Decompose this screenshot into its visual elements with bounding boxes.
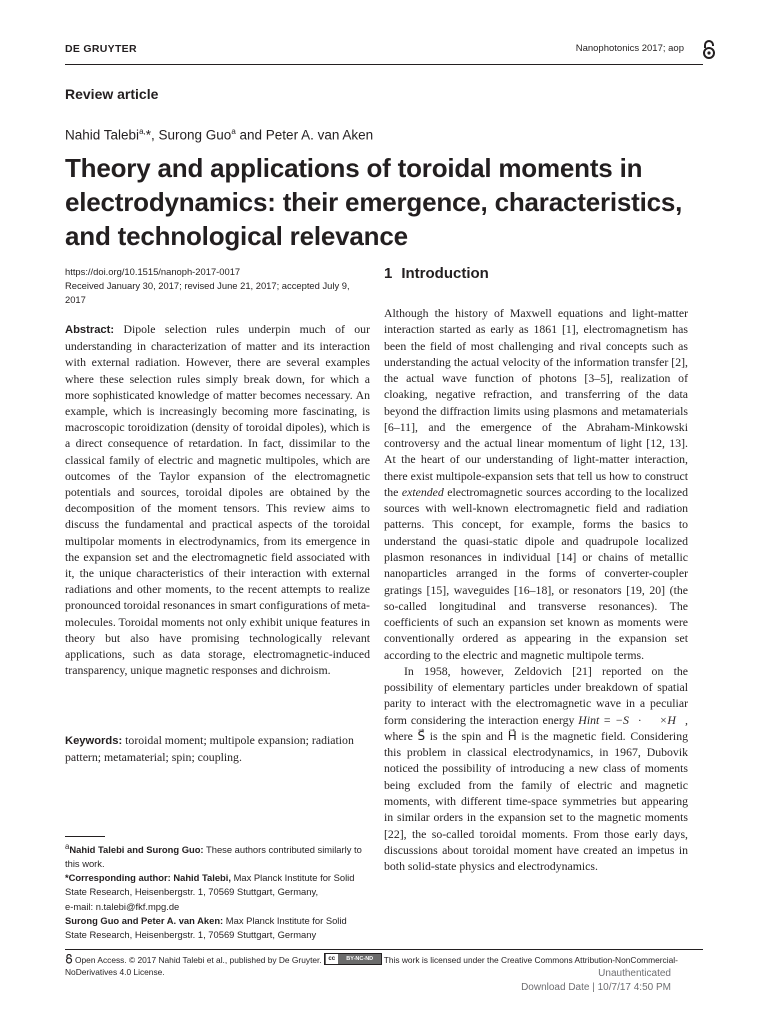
access-watermark: Unauthenticated xyxy=(598,968,671,979)
footnote-equal-contribution: $^a$Nahid Talebi and Surong Guo: These authors contributed similarly to this work. xyxy=(65,842,362,870)
author-1[interactable]: Nahid Talebi xyxy=(65,127,140,143)
header-rule xyxy=(65,64,703,65)
footnote-affiliation: Surong Guo and Peter A. van Aken: Max Planck Institute for Solid State Research, Heisenbergstr. 1, 70569 Stuttgart, Germany xyxy=(65,914,347,940)
intro-paragraph-1: Although the history of Maxwell equations and light-matter interaction started as early as 1861 [1], electromagnetism has been the field of most challenging and rival concepts such as understanding the actual velocity of the information transfer [2], the actual wave function of photons [3–5], realization of cloaking, negative refraction, and transferring of the data beyond the diffraction limits using plasmons and metamaterials [6–11], and the emergence of the Abraham-Minkowski controversy and the actual linear momentum of light [12, 13]. At the heart of our understanding of light-matter interaction, there exist multipole-expansion sets that tell us how to construct the extended electromagnetic sources according to the localized sources with well-known electromagnetic field and radiation patterns. This concept, for example, forms the basics to understand the quasi-static dipole and quadrupole localized plasmon resonances in individual [14] or chains of metallic nanoparticles arranged in the forms of converter-coupler gratings [15], waveguides [16–18], or resonators [19, 20] (the so-called longitudinal and transverse resonances). The coefficients of such an expansion set known as moments were conventionally ordered as appearing in the expansion set according to the electric and magnetic multipole terms. xyxy=(384,306,688,662)
download-date: Download Date | 10/7/17 4:50 PM xyxy=(521,982,671,993)
footnote-rule xyxy=(65,836,105,837)
section-heading-introduction xyxy=(384,265,489,282)
footnote-corresponding-author: *Corresponding author: Nahid Talebi, Max Planck Institute for Solid State Research, Heisenbergstr. 1, 70569 Stuttgart, Germany, xyxy=(65,872,355,898)
author-list: Nahid Talebi$^{a,}$*, Surong Guo$^a$ and Peter A. van Aken xyxy=(65,127,374,143)
abstract-text: Dipole selection rules underpin much of our understanding in characterization of matter and its interaction with external radiation. However, there are several examples where these selection rules simply break down, for which a more sophisticated knowledge of matter becomes necessary. An example, which is increasingly becoming more fascinating, is macroscopic toroidization (density of toroidal dipoles), which is a direct consequence of retardation. In fact, dissimilar to the classical family of electric and magnetic multipoles, which are outcomes of the Taylor expansion of the electromagnetic potentials and sources, toroidal dipoles are obtained by the decomposition of the moment tensors. This review aims to discuss the fundamental and practical aspects of the toroidal multipolar moments in electrodynamics, from its emergence in the expansion set and the electromagnetic field associated with it, the unique characteristics of their interaction with external radiations and other moments, to the recent attempts to realize pronounced toroidal resonances in smart configurations of meta-molecules. Toroidal moments not only exhibit unique features in theory but also have promising technologically relevant applications, such as data storage, electromagnetic-induced transparency, unique magnetic responses and dichroism. xyxy=(65,322,371,678)
section-title: Introduction xyxy=(401,265,489,282)
doi-link[interactable]: https://doi.org/10.1515/nanoph-2017-0017 xyxy=(65,266,241,277)
keywords xyxy=(65,732,370,765)
keywords-text: toroidal moment; multipole expansion; radiation pattern; metamaterial; spin; coupling. xyxy=(65,733,354,765)
section-number: 1 xyxy=(384,265,393,282)
open-access-icon xyxy=(702,40,716,60)
license-notice: Open Access. © 2017 Nahid Talebi et al., published by De Gruyter. cc BY-NC-ND This work is licensed under the Creative Commons Attribution-NonCommercial-NoDerivatives 4.0 License. xyxy=(65,955,678,977)
abstract xyxy=(65,321,370,678)
interaction-energy-equation: Hint = −S⃗·∇⃗×H⃗, xyxy=(578,712,688,727)
introduction-body xyxy=(384,305,688,874)
keywords-label: Keywords: xyxy=(65,735,123,747)
footnotes xyxy=(65,840,370,942)
article-type: Review article xyxy=(65,86,159,102)
abstract-label: Abstract: xyxy=(65,324,115,336)
open-access-small-icon xyxy=(65,954,73,964)
article-meta xyxy=(65,265,370,307)
author-2[interactable]: Surong Guo xyxy=(158,127,232,143)
intro-paragraph-2: In 1958, however, Zeldovich [21] reported on the possibility of elementary particles under breakdown of spatial parity to interact with the electromagnetic wave in a peculiar form considering the interaction energy Hint = −S⃗·∇⃗×H⃗, where S⃗ is the spin and H⃗ is the magnetic field. Considering this problem in classical electrodynamics, in 1967, Dubovik noticed the possibility of introducing a new class of moments being excluded from the family of electric and magnetic moments, with different time-space symmetries but appearing in similar orders in the expansion set to the magnetic moments [22], the so-called toroidal moments. From those early days, discussions about toroidal moment have created an impetus in both solid-state physics and electrodynamics. xyxy=(384,663,688,874)
footer-rule xyxy=(65,949,703,950)
article-title: Theory and applications of toroidal moments in electrodynamics: their emergence, characteristics, and technological relevance xyxy=(65,153,683,251)
article-dates: Received January 30, 2017; revised June 21, 2017; accepted July 9, 2017 xyxy=(65,280,350,305)
author-3[interactable]: Peter A. van Aken xyxy=(265,127,374,143)
cc-license-badge[interactable]: cc BY-NC-ND xyxy=(324,953,382,965)
journal-citation: Nanophotonics 2017; aop xyxy=(575,43,684,54)
corresponding-email[interactable]: e-mail: n.talebi@fkf.mpg.de xyxy=(65,900,180,912)
publisher-name: DE GRUYTER xyxy=(65,43,137,55)
